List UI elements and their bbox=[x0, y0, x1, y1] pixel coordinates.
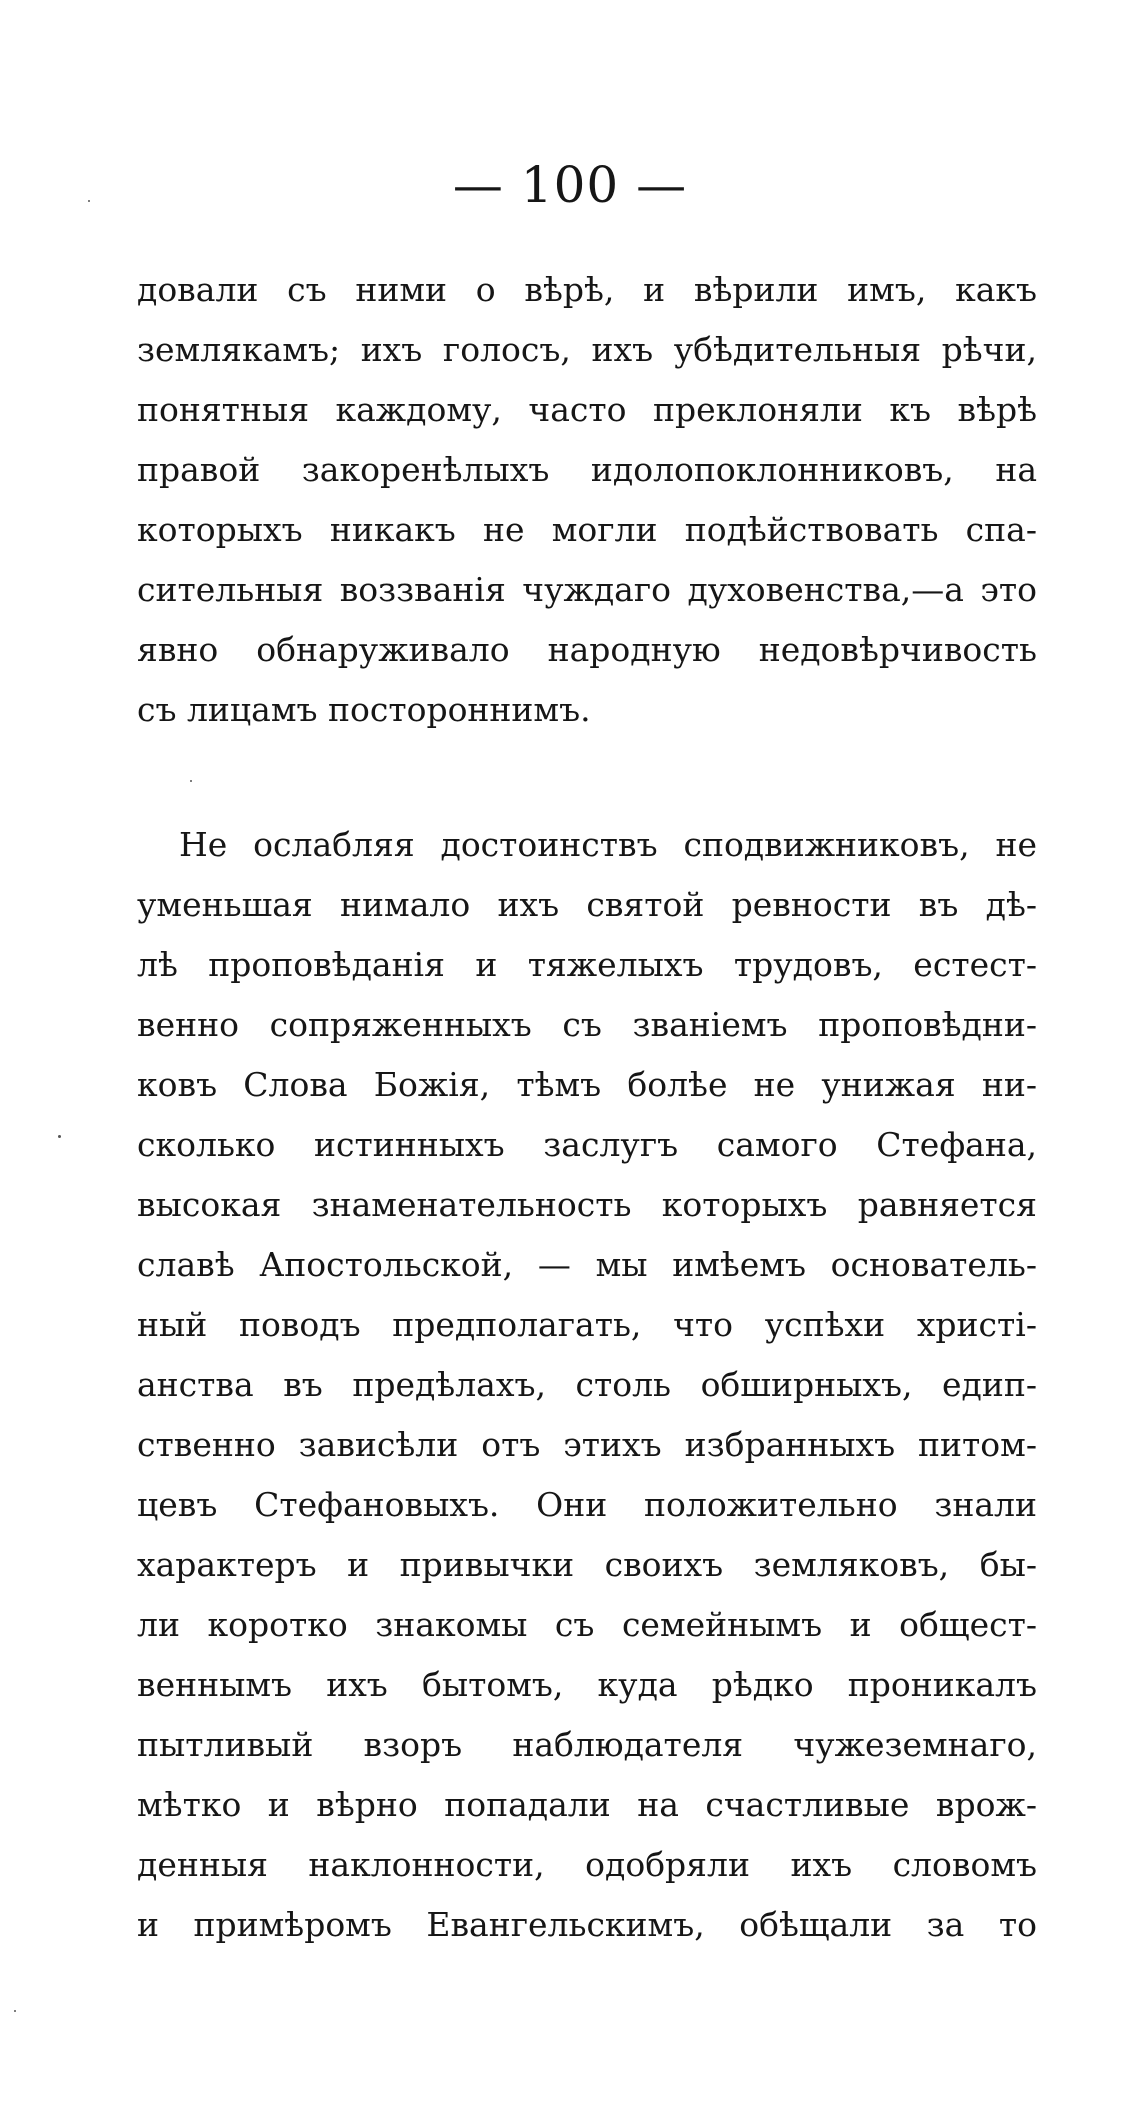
text-line: мѣтко и вѣрно попадали на счастливые врож- bbox=[137, 1785, 1037, 1824]
paragraph-1 bbox=[137, 260, 1037, 740]
text-line: съ лицамъ постороннимъ. bbox=[137, 690, 591, 729]
text-line: цевъ Стефановыхъ. Они положительно знали bbox=[137, 1485, 1037, 1524]
paragraph-2 bbox=[137, 815, 1037, 1955]
text-line: ственно зависѣли отъ этихъ избранныхъ питом- bbox=[137, 1425, 1037, 1464]
text-line: ковъ Слова Божія, тѣмъ болѣе не унижая ни- bbox=[137, 1065, 1037, 1104]
text-line: анства въ предѣлахъ, столь обширныхъ, едип- bbox=[137, 1365, 1037, 1404]
text-line: денныя наклонности, одобряли ихъ словомъ bbox=[137, 1845, 1037, 1884]
text-line: уменьшая нимало ихъ святой ревности въ дѣ- bbox=[137, 885, 1037, 924]
text-line: венно сопряженныхъ съ званіемъ проповѣдни- bbox=[137, 1005, 1037, 1044]
text-line: характеръ и привычки своихъ земляковъ, бы- bbox=[137, 1545, 1037, 1584]
text-line: сколько истинныхъ заслугъ самого Стефана, bbox=[137, 1125, 1037, 1164]
text-line: славѣ Апостольской, — мы имѣемъ основатель- bbox=[137, 1245, 1037, 1284]
text-line: явно обнаруживало народную недовѣрчивость bbox=[137, 630, 1037, 669]
page-number: — 100 — bbox=[452, 156, 688, 214]
text-line: пытливый взоръ наблюдателя чужеземнаго, bbox=[137, 1725, 1037, 1764]
text-line: понятныя каждому, часто преклоняли къ вѣрѣ bbox=[137, 390, 1037, 429]
text-line: веннымъ ихъ бытомъ, куда рѣдко проникалъ bbox=[137, 1665, 1037, 1704]
text-line: лѣ проповѣданія и тяжелыхъ трудовъ, естест- bbox=[137, 945, 1037, 984]
text-line: землякамъ; ихъ голосъ, ихъ убѣдительныя рѣчи, bbox=[137, 330, 1037, 369]
scan-speck bbox=[190, 780, 192, 782]
text-line: ли коротко знакомы съ семейнымъ и общест- bbox=[137, 1605, 1037, 1644]
scan-speck bbox=[88, 200, 90, 202]
text-line: сительныя воззванія чуждаго духовенства,—а это bbox=[137, 570, 1037, 609]
text-line: правой закоренѣлыхъ идолопоклонниковъ, на bbox=[137, 450, 1037, 489]
text-line: ный поводъ предполагать, что успѣхи христі- bbox=[137, 1305, 1037, 1344]
text-line: высокая знаменательность которыхъ равняется bbox=[137, 1185, 1037, 1224]
text-line: которыхъ никакъ не могли подѣйствовать спа- bbox=[137, 510, 1037, 549]
scan-speck bbox=[58, 1135, 61, 1138]
scan-speck bbox=[14, 2010, 16, 2012]
text-line: и примѣромъ Евангельскимъ, обѣщали за то bbox=[137, 1905, 1037, 1944]
text-line: довали съ ними о вѣрѣ, и вѣрили имъ, какъ bbox=[137, 270, 1037, 309]
text-line: Не ослабляя достоинствъ сподвижниковъ, не bbox=[179, 825, 1037, 864]
